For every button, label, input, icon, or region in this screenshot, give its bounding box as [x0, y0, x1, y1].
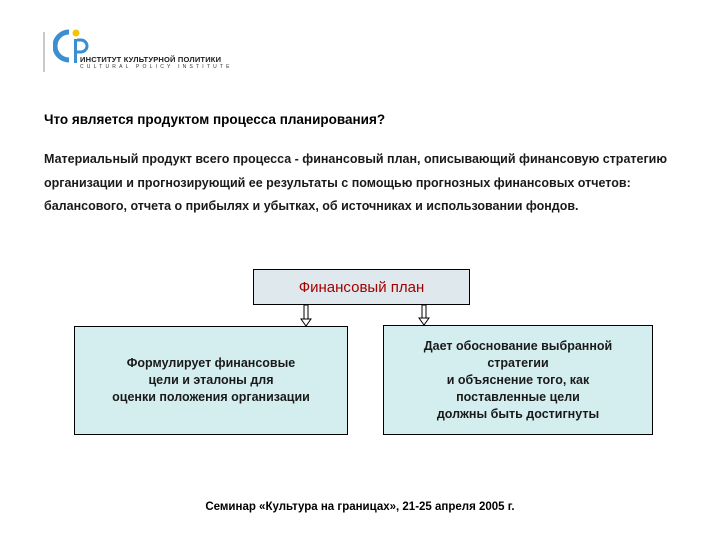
logo-title: ИНСТИТУТ КУЛЬТУРНОЙ ПОЛИТИКИ: [80, 55, 222, 64]
left-arrow-icon: [301, 305, 311, 326]
logo-subtitle: CULTURAL POLICY INSTITUTE: [80, 64, 233, 70]
right-arrow-icon: [419, 305, 429, 325]
financial-plan-label: Финансовый план: [298, 278, 425, 296]
slide-answer: Материальный продукт всего процесса - финансовый план, описывающий финансовую стратегию организации и прогнозирующий ее результаты с помощью прогнозных финансовых отчетов: балансового, отчета о прибылях и убытках, об источниках и использовании фондов.: [44, 152, 668, 213]
slide-question: Что является продуктом процесса планирования?: [44, 112, 386, 127]
strategy-text: Дает обоснование выбранной стратегии и объяснение того, как поставленные цели должны быть достигнуты: [423, 338, 613, 421]
goals-text: Формулирует финансовые цели и эталоны для оценки положения организации: [112, 356, 310, 404]
seminar-footer: Семинар «Культура на границах», 21-25 апреля 2005 г.: [205, 501, 515, 513]
strategy-box: [383, 325, 653, 435]
goals-box: [74, 326, 348, 435]
